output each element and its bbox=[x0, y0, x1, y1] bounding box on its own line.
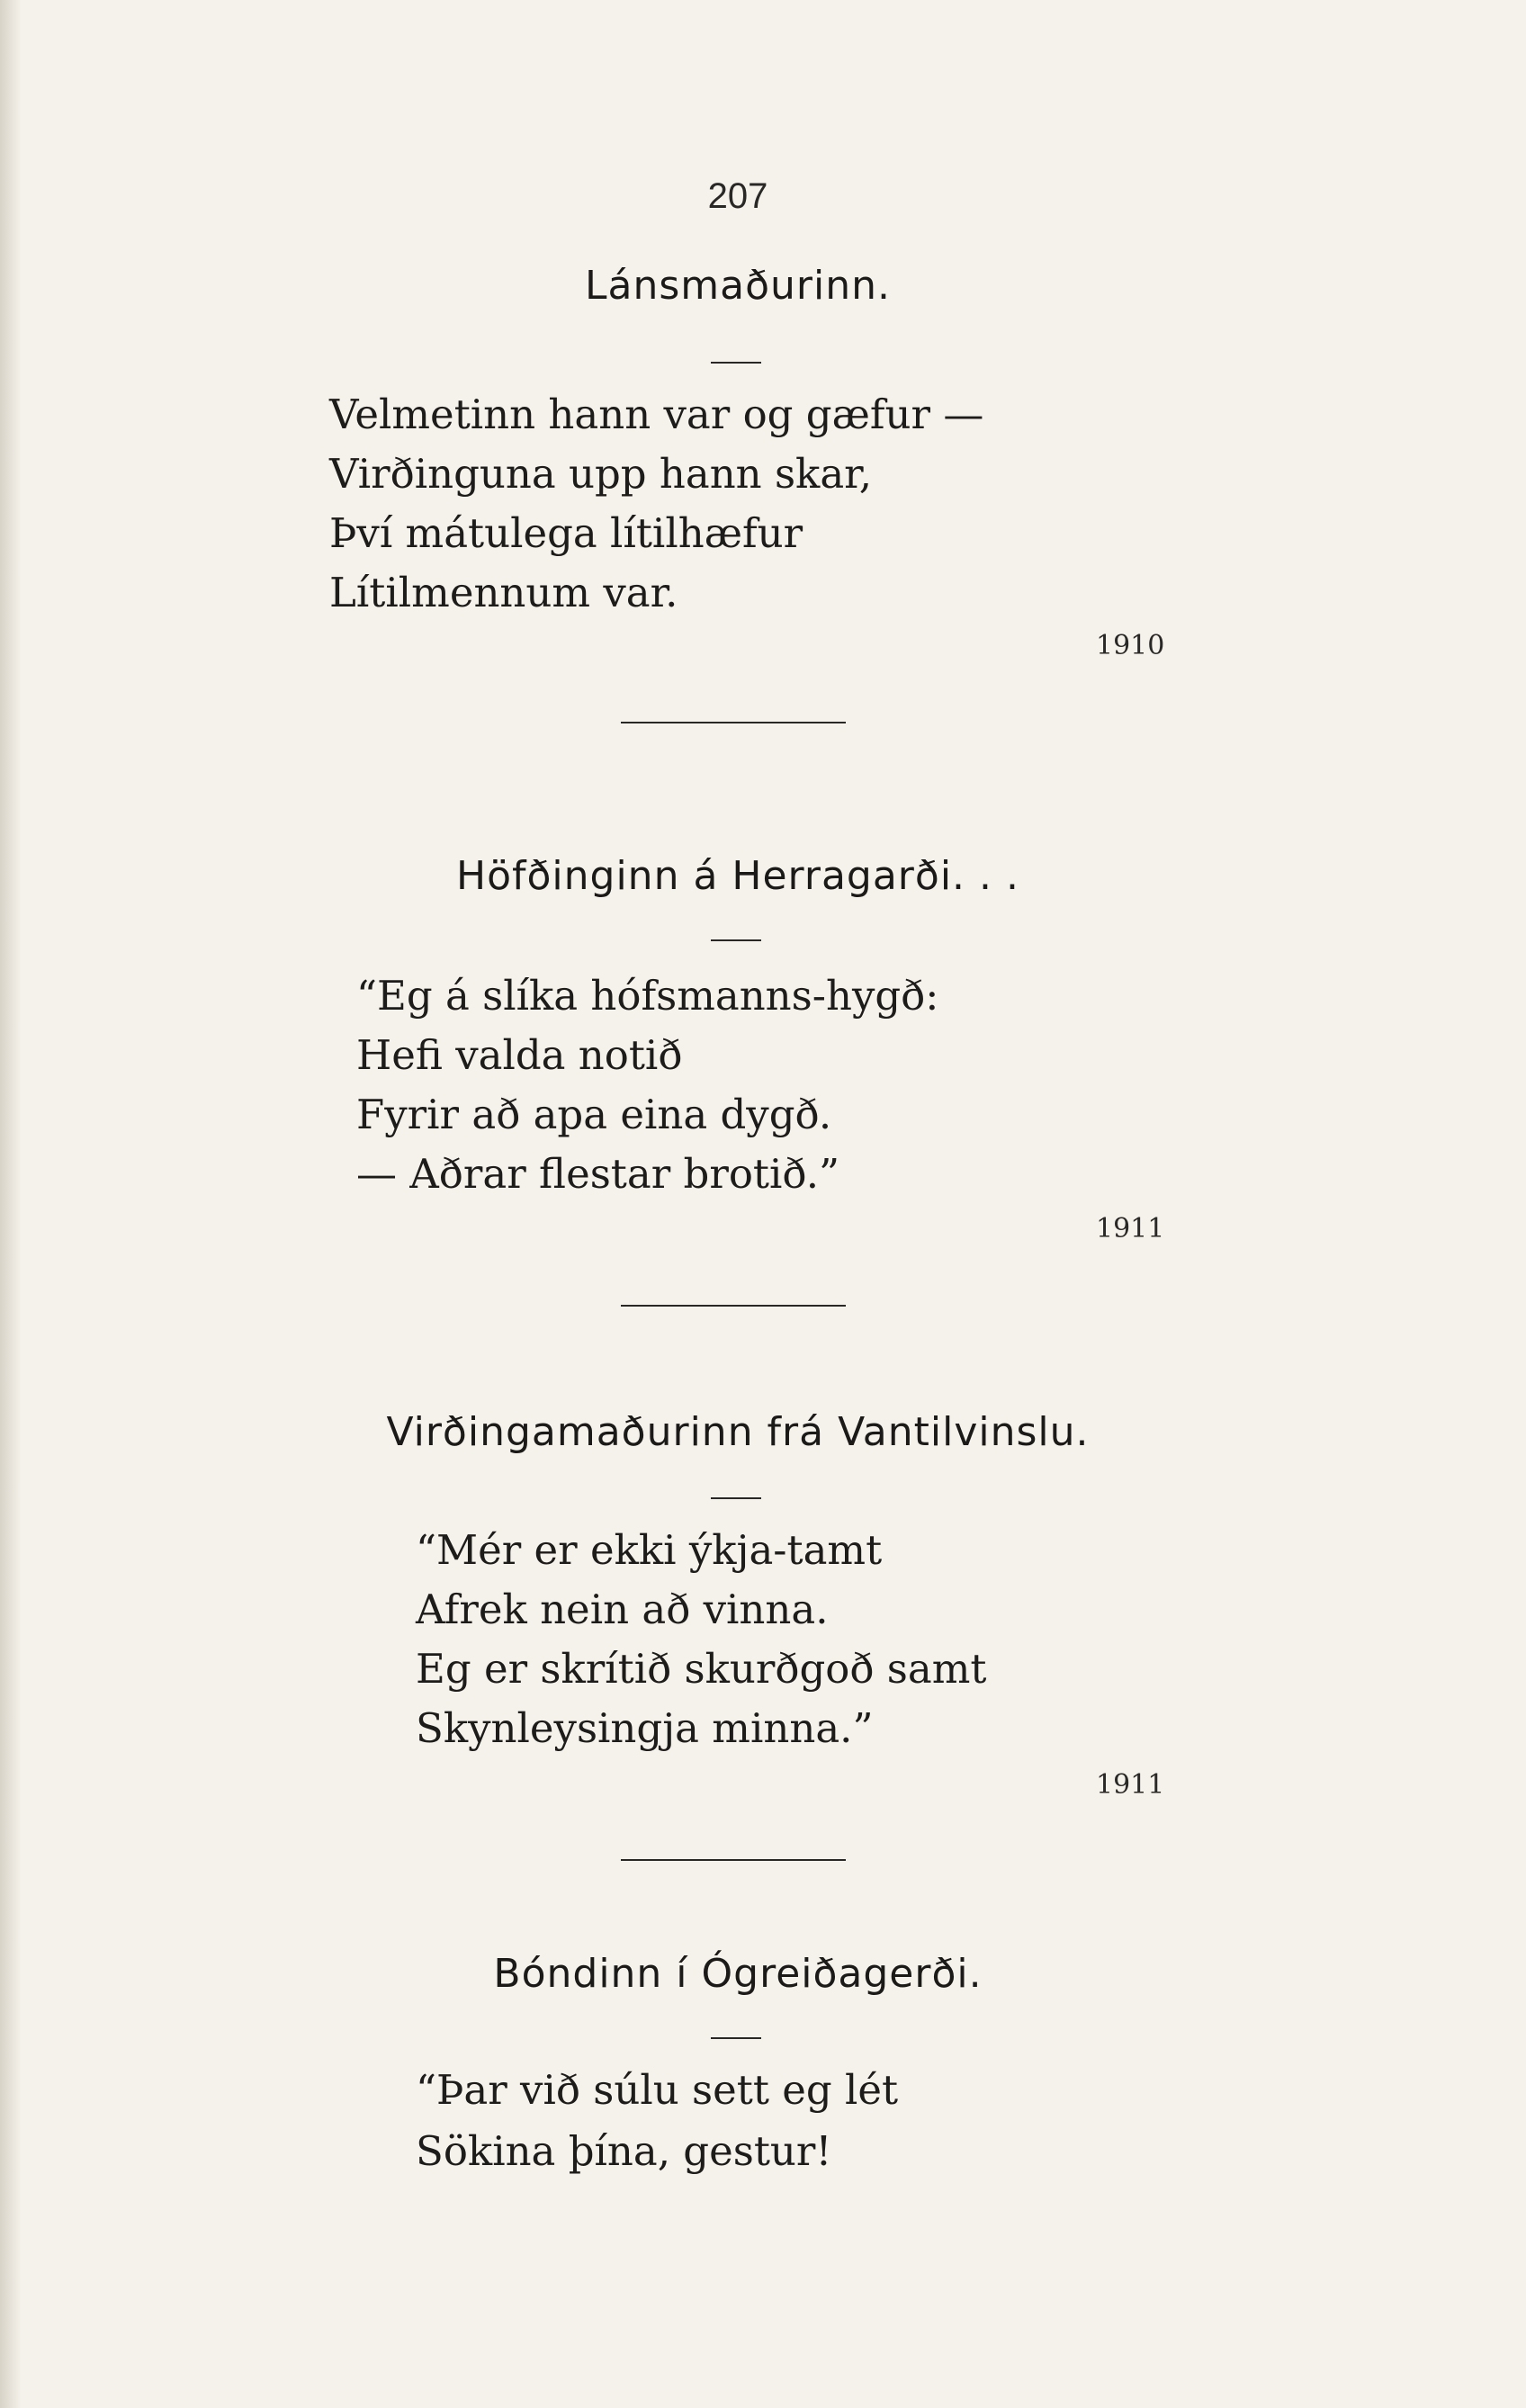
title-dash bbox=[711, 2037, 761, 2039]
page-number: 207 bbox=[707, 176, 768, 216]
verse-line: — Aðrar flestar brotið.” bbox=[356, 1150, 840, 1198]
poem-title-lansmadurinn: Lánsmaðurinn. bbox=[585, 263, 891, 309]
verse-line: “Mér er ekki ýkja-tamt bbox=[416, 1526, 883, 1574]
poem-year: 1911 bbox=[1096, 1213, 1165, 1244]
verse-line: Skynleysingja minna.” bbox=[416, 1704, 874, 1752]
title-dash bbox=[711, 362, 761, 364]
verse-line: Sökina þína, gestur! bbox=[416, 2127, 832, 2175]
title-dash bbox=[711, 1497, 761, 1499]
section-divider bbox=[621, 1305, 846, 1307]
verse-line: Eg er skrítið skurðgoð samt bbox=[416, 1645, 987, 1693]
poem-year: 1910 bbox=[1096, 630, 1165, 661]
verse-line: Því mátulega lítilhæfur bbox=[329, 509, 803, 557]
verse-line: “Eg á slíka hófsmanns-hygð: bbox=[356, 972, 939, 1020]
verse-line: Hefi valda notið bbox=[356, 1031, 683, 1079]
section-divider bbox=[621, 722, 846, 723]
poem-title-hofdinginn: Höfðinginn á Herragarði. . . bbox=[456, 853, 1019, 899]
verse-line: Velmetinn hann var og gæfur — bbox=[329, 391, 984, 438]
poem-year: 1911 bbox=[1096, 1769, 1165, 1801]
title-dash bbox=[711, 939, 761, 941]
poem-title-bondinn: Bóndinn í Ógreiðagerði. bbox=[493, 1951, 983, 1997]
poem-title-virdingamadurinn: Virðingamaðurinn frá Vantilvinslu. bbox=[386, 1409, 1090, 1455]
verse-line: Virðinguna upp hann skar, bbox=[329, 450, 873, 498]
verse-line: Fyrir að apa eina dygð. bbox=[356, 1091, 832, 1138]
verse-line: “Þar við súlu sett eg lét bbox=[416, 2066, 899, 2114]
verse-line: Lítilmennum var. bbox=[329, 569, 678, 616]
section-divider bbox=[621, 1859, 846, 1861]
page-edge-shadow bbox=[0, 0, 22, 2408]
verse-line: Afrek nein að vinna. bbox=[416, 1586, 829, 1633]
